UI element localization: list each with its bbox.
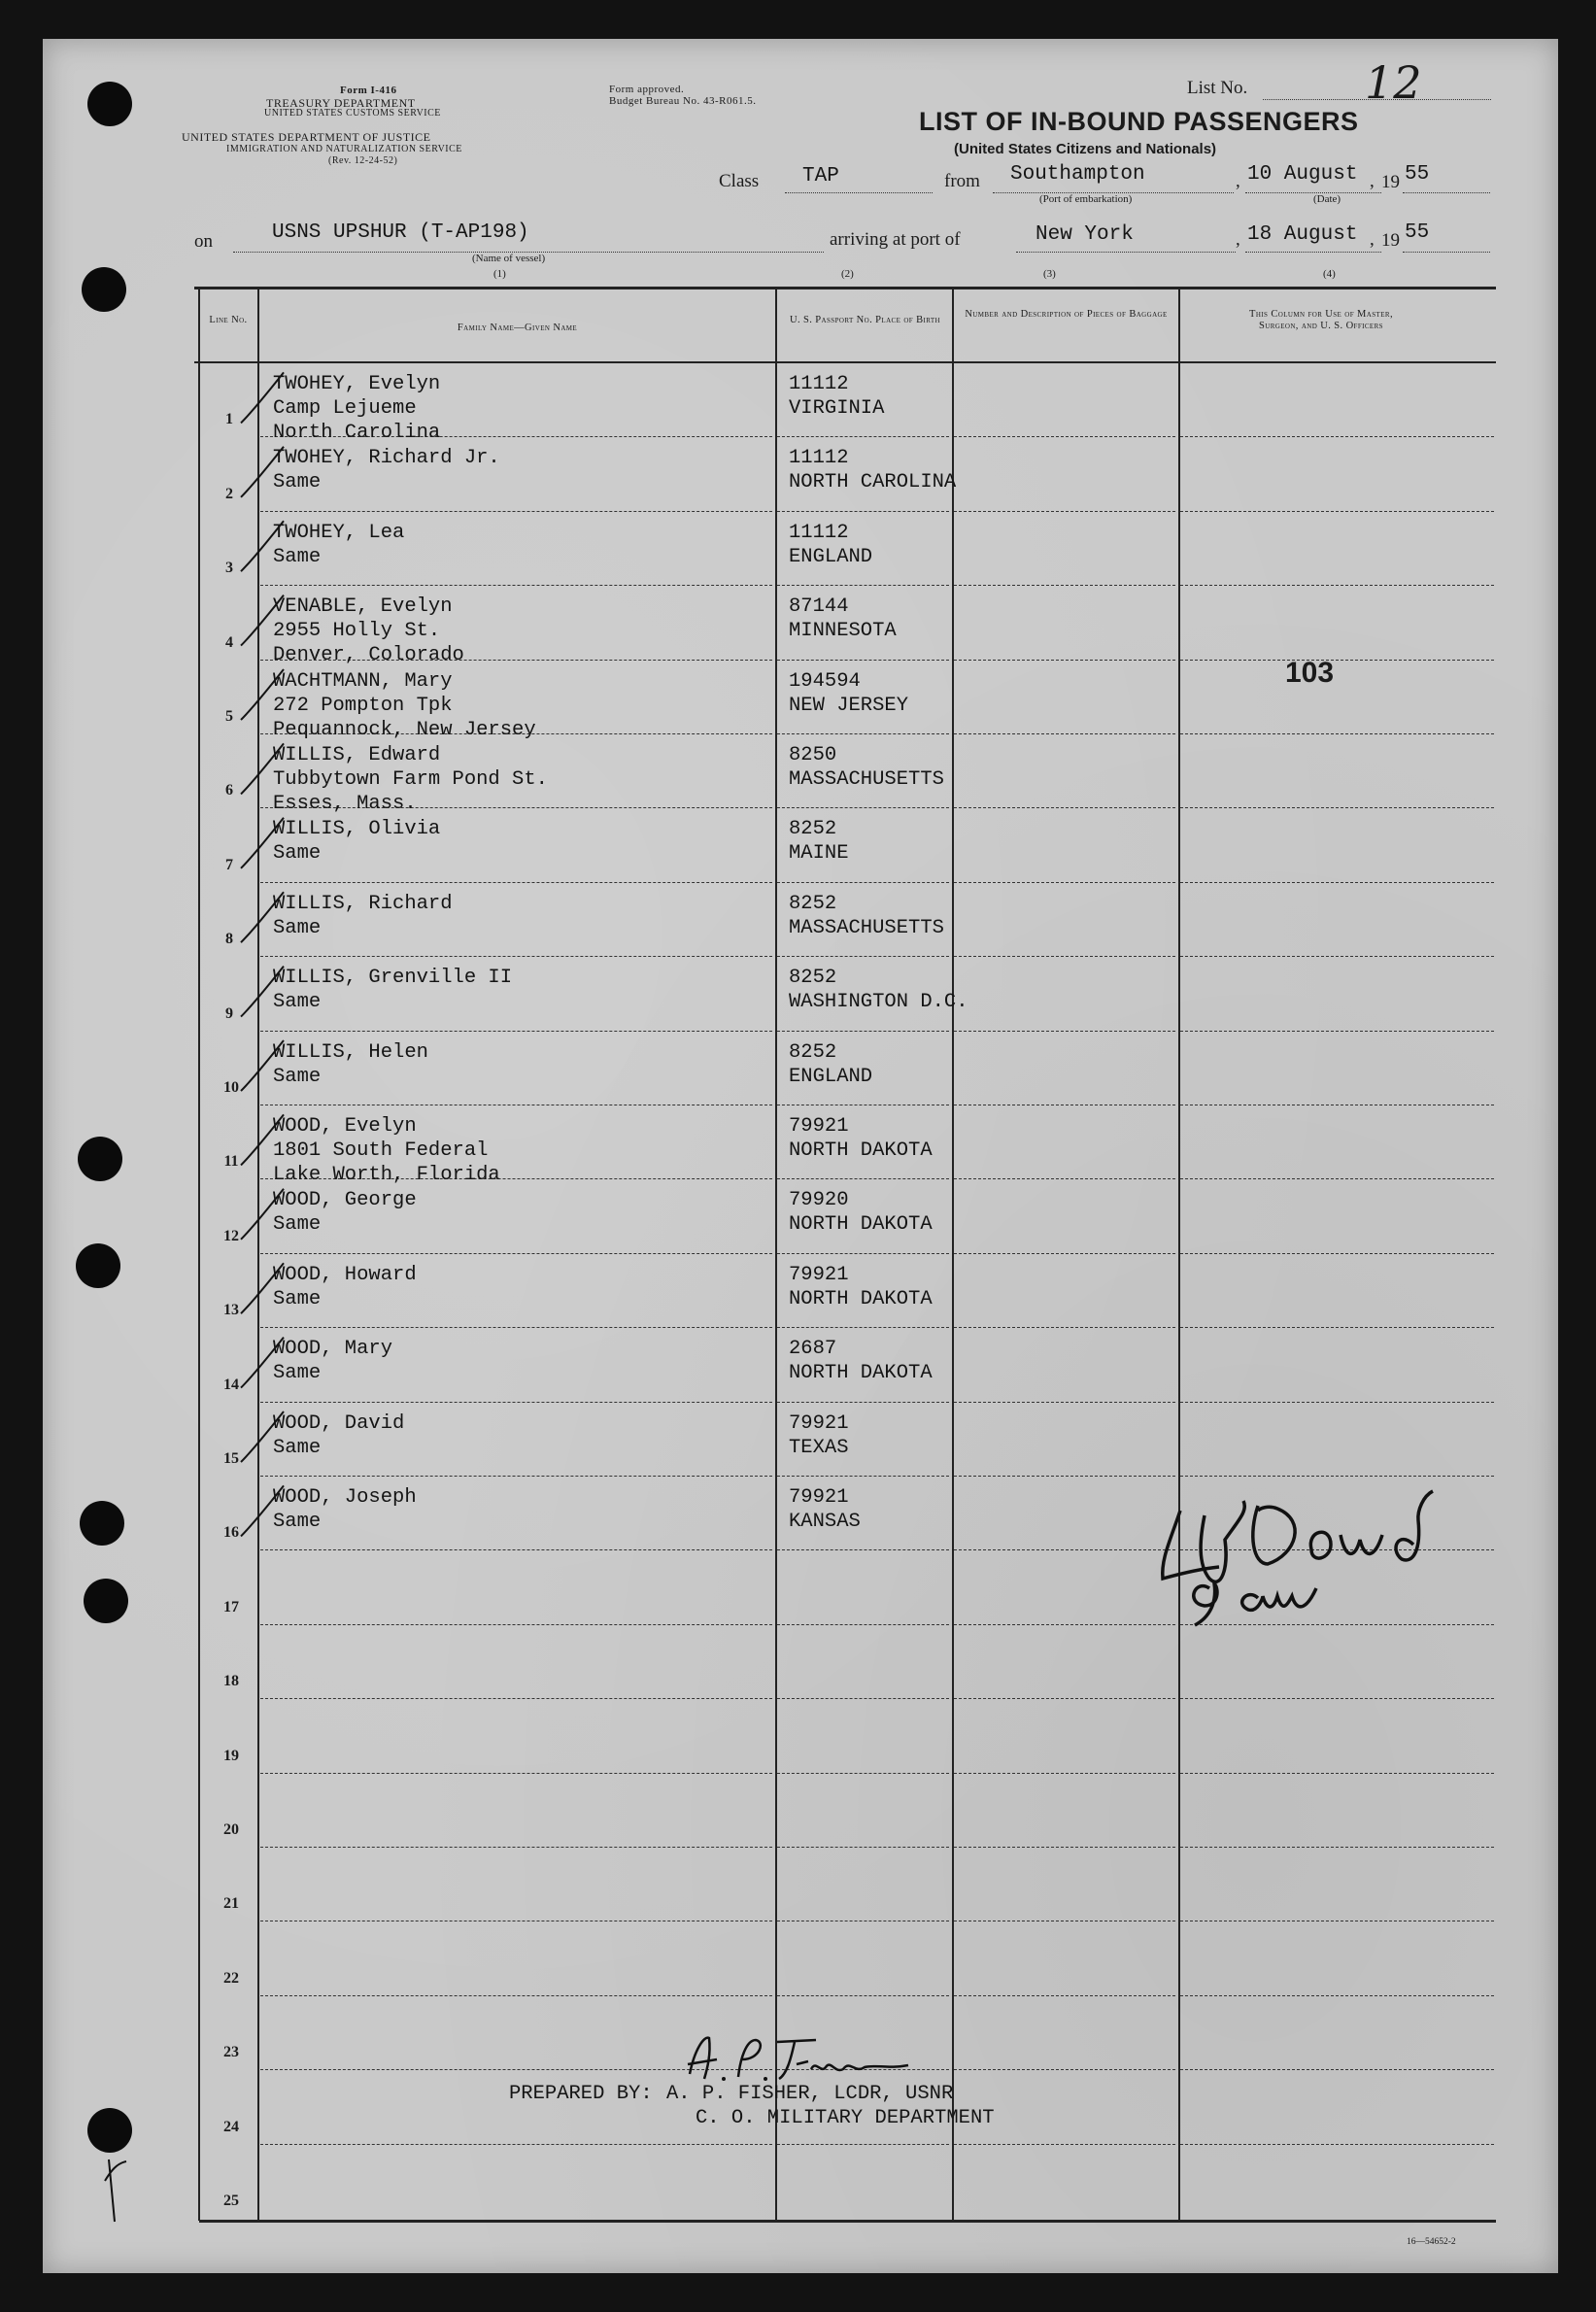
form-approved: Form approved. [609,84,685,95]
budget-bureau: Budget Bureau No. 43-R061.5. [609,95,757,107]
line-number: 16 [223,1524,239,1541]
check-mark [241,521,284,571]
line-number: 23 [223,2044,239,2060]
ins-service: IMMIGRATION AND NATURALIZATION SERVICE [226,144,462,154]
place-of-birth: MASSACHUSETTS [789,917,944,939]
passport-number: 8252 [789,818,837,840]
place-of-birth: MAINE [789,842,849,865]
line-number: 11 [223,1153,239,1170]
col-header-officers: This Column for Use of Master, Surgeon, and U. S. Officers [1249,309,1393,331]
embarkation-date: 10 August [1247,163,1358,186]
place-of-birth: KANSAS [789,1511,861,1533]
col-header-passport: U. S. Passport No. Place of Birth [789,315,941,325]
place-of-birth: NORTH DAKOTA [789,1139,933,1162]
pen-mark [97,2152,136,2229]
on-label: on [194,231,213,252]
passenger-address-line: Same [273,1213,322,1236]
arrival-comma-2: , [1370,229,1375,250]
date-comma-2: , [1370,171,1375,191]
col-caption-2: (2) [841,268,854,280]
place-of-birth: NORTH CAROLINA [789,471,957,493]
check-mark [241,1338,284,1388]
officer-signature [1151,1481,1481,1627]
date-caption: (Date) [1313,193,1341,205]
check-mark [241,1040,284,1091]
line-number: 5 [225,708,233,725]
vessel-caption: (Name of vessel) [472,253,546,264]
passport-number: 79921 [789,1115,849,1138]
passenger-name: WILLIS, Helen [273,1041,428,1064]
check-mark [241,372,284,423]
passenger-name: WOOD, Mary [273,1338,393,1360]
check-mark [241,1485,284,1536]
line-number: 18 [223,1673,239,1689]
place-of-birth: VIRGINIA [789,397,885,420]
line-number: 8 [225,931,233,947]
revision-date: (Rev. 12-24-52) [328,155,398,166]
place-of-birth: ENGLAND [789,1066,873,1088]
line-number: 12 [223,1228,239,1244]
passenger-name: WILLIS, Edward [273,744,441,766]
check-mark [241,1263,284,1313]
passenger-name: TWOHEY, Lea [273,522,405,544]
prepared-by-label: PREPARED BY: [509,2083,653,2105]
passenger-address-line: Camp Lejueme [273,397,417,420]
line-number: 4 [225,634,233,651]
treasury-dept: TREASURY DEPARTMENT [266,96,416,110]
place-of-birth: NORTH DAKOTA [789,1213,933,1236]
arrival-year: 55 [1405,221,1430,244]
passport-number: 8252 [789,1041,837,1064]
passenger-address-line: Same [273,1511,322,1533]
line-number: 6 [225,782,233,799]
class-value: TAP [802,165,839,187]
passenger-name: WILLIS, Grenville II [273,967,513,989]
col-caption-3: (3) [1043,268,1056,280]
line-number: 13 [223,1302,239,1318]
line-number: 24 [223,2119,239,2135]
place-of-birth: ENGLAND [789,546,873,568]
line-number: 1 [225,411,233,427]
line-number: 17 [223,1599,239,1615]
passenger-address-line: Pequannock, New Jersey [273,719,536,741]
place-of-birth: NORTH DAKOTA [789,1288,933,1310]
port-embark-caption: (Port of embarkation) [1039,193,1133,205]
line-number: 22 [223,1970,239,1987]
line-number: 19 [223,1748,239,1764]
passenger-address-line: Esses, Mass. [273,793,417,815]
year-prefix: 19 [1381,172,1400,192]
check-mark [241,1114,284,1165]
place-of-birth: MINNESOTA [789,620,897,642]
line-number: 14 [223,1377,239,1393]
passenger-address-line: Denver, Colorado [273,644,464,666]
check-mark [241,743,284,794]
passenger-name: TWOHEY, Evelyn [273,373,441,395]
passport-number: 79921 [789,1264,849,1286]
passenger-name: WOOD, Howard [273,1264,417,1286]
check-mark [241,669,284,720]
col-caption-1: (1) [493,268,506,280]
place-of-birth: WASHINGTON D.C. [789,991,968,1013]
arrival-port: New York [1036,223,1134,246]
check-mark [241,892,284,942]
line-number: 25 [223,2193,239,2209]
passenger-name: WILLIS, Richard [273,893,453,915]
col-header-name: Family Name—Given Name [457,323,578,333]
document-title: LIST OF IN-BOUND PASSENGERS [919,107,1359,136]
justice-dept: UNITED STATES DEPARTMENT OF JUSTICE [182,130,431,144]
line-number: 21 [223,1895,239,1912]
footer-code: 16—54652-2 [1407,2237,1456,2247]
passport-number: 8252 [789,967,837,989]
passenger-address-line: 272 Pompton Tpk [273,695,453,717]
passenger-address-line: Same [273,991,322,1013]
passenger-address-line: Same [273,917,322,939]
place-of-birth: NORTH DAKOTA [789,1362,933,1384]
place-of-birth: NEW JERSEY [789,695,909,717]
passport-number: 8250 [789,744,837,766]
passenger-address-line: Same [273,1362,322,1384]
passport-number: 79920 [789,1189,849,1211]
passport-number: 11112 [789,447,849,469]
line-number: 3 [225,560,233,576]
line-number: 9 [225,1005,233,1022]
form-number: Form I-416 [340,85,397,96]
list-number-label: List No. [1187,78,1248,98]
list-number: 12 [1365,56,1422,109]
check-mark [241,595,284,646]
date-comma: , [1236,171,1240,191]
passenger-address-line: Same [273,1066,322,1088]
officer-mark: 103 [1285,657,1335,689]
check-mark [241,818,284,868]
passenger-address-line: 1801 South Federal [273,1139,489,1162]
passenger-name: TWOHEY, Richard Jr. [273,447,500,469]
passenger-address-line: Same [273,1288,322,1310]
passenger-address-line: Same [273,842,322,865]
embarkation-port: Southampton [1010,163,1145,186]
passenger-name: VENABLE, Evelyn [273,595,453,618]
arriving-label: arriving at port of [830,229,961,250]
passport-number: 87144 [789,595,849,618]
passenger-address-line: Tubbytown Farm Pond St. [273,768,548,791]
check-mark [241,1411,284,1462]
line-number: 20 [223,1821,239,1838]
place-of-birth: TEXAS [789,1437,849,1459]
passenger-name: WOOD, David [273,1412,405,1435]
passport-number: 8252 [789,893,837,915]
line-number: 10 [223,1079,239,1096]
passport-number: 2687 [789,1338,837,1360]
class-label: Class [719,171,760,191]
passport-number: 79921 [789,1412,849,1435]
col-caption-4: (4) [1323,268,1336,280]
passport-number: 194594 [789,670,861,693]
customs-service: UNITED STATES CUSTOMS SERVICE [264,108,441,119]
col-header-line: Line No. [209,315,248,325]
passport-number: 79921 [789,1486,849,1509]
passenger-name: WOOD, George [273,1189,417,1211]
passenger-name: WOOD, Joseph [273,1486,417,1509]
prepared-by-name: A. P. FISHER, LCDR, USNR [666,2083,954,2105]
passenger-address-line: North Carolina [273,422,441,444]
check-mark [241,447,284,497]
place-of-birth: MASSACHUSETTS [789,768,944,791]
arrival-date: 18 August [1247,223,1358,246]
passenger-address-line: 2955 Holly St. [273,620,441,642]
passenger-address-line: Same [273,471,322,493]
document-subtitle: (United States Citizens and Nationals) [954,141,1217,157]
check-mark [241,967,284,1017]
line-number: 15 [223,1450,239,1467]
line-number: 7 [225,857,233,873]
passenger-address-line: Same [273,546,322,568]
embarkation-year: 55 [1405,163,1430,186]
prepared-by-position: C. O. MILITARY DEPARTMENT [696,2107,995,2129]
check-mark [241,1189,284,1240]
passenger-address-line: Lake Worth, Florida [273,1164,500,1186]
vessel-name: USNS UPSHUR (T-AP198) [272,221,529,244]
line-number: 2 [225,486,233,502]
passenger-name: WOOD, Evelyn [273,1115,417,1138]
col-header-baggage: Number and Description of Pieces of Baggage [965,309,1168,320]
arrival-year-prefix: 19 [1381,230,1400,251]
arrival-comma: , [1236,229,1240,250]
passenger-address-line: Same [273,1437,322,1459]
passenger-name: WACHTMANN, Mary [273,670,453,693]
passport-number: 11112 [789,373,849,395]
from-label: from [944,171,980,191]
passenger-name: WILLIS, Olivia [273,818,441,840]
passport-number: 11112 [789,522,849,544]
